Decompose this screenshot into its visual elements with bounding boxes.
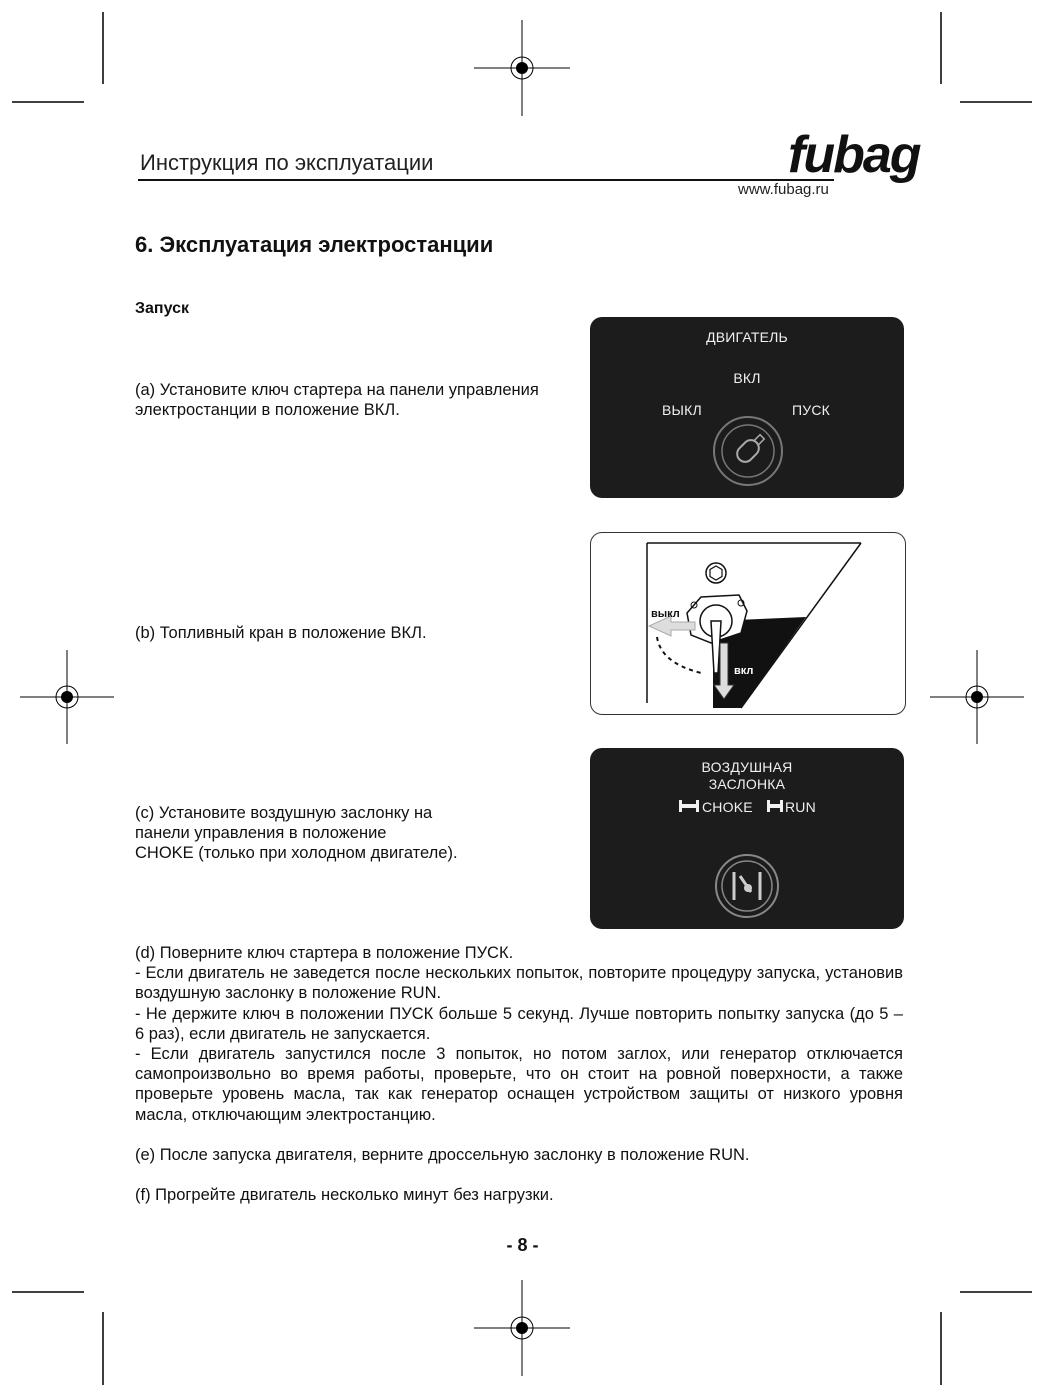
choke-panel (590, 748, 904, 929)
step-a-line: электростанции в положение ВКЛ. (135, 401, 400, 419)
engine-switch-panel (590, 317, 904, 498)
step-a-text (135, 380, 539, 420)
choke-title-line1: ВОЗДУШНАЯ (701, 759, 793, 775)
section-title: 6. Эксплуатация электростанции (135, 232, 494, 257)
choke-symbol-icon (678, 798, 702, 814)
header-rule (138, 179, 834, 181)
step-d-note: - Не держите ключ в положении ПУСК больше 5 секунд. Лучше повторить попытку запуска (до 5 – 6 раз), если двигатель не запускается. (135, 1004, 903, 1043)
step-a-line: (a) Установите ключ стартера на панели управления (135, 381, 539, 399)
website-url: www.fubag.ru (738, 181, 829, 198)
engine-off-label: ВЫКЛ (662, 402, 702, 418)
step-d-text: (d) Поверните ключ стартера в положение ПУСК. (135, 944, 514, 962)
step-c-line: панели управления в положение (135, 824, 387, 842)
steps-body (135, 943, 903, 1205)
engine-on-label: ВКЛ (733, 370, 761, 386)
step-d-note: - Если двигатель запустился после 3 попыток, но потом заглох, или генератор отключается самопроизвольно во время работы, проверьте, что он стоит на ровной поверхности, а также проверьте уровень масла, так как генератор оснащен устройством защиты от низкого уровня масла, отключающим электростанцию. (135, 1045, 903, 1124)
logo-wordmark: fubag (788, 126, 920, 184)
step-c-line: CHOKE (только при холодном двигателе). (135, 844, 458, 862)
engine-start-label: ПУСК (792, 402, 831, 418)
step-c-text (135, 803, 458, 863)
step-e-text: (e) После запуска двигателя, верните дроссельную заслонку в положение RUN. (135, 1145, 750, 1164)
choke-title-line2: ЗАСЛОНКА (708, 776, 786, 792)
subsection-title: Запуск (135, 300, 189, 317)
step-f-text: (f) Прогрейте двигатель несколько минут без нагрузки. (135, 1186, 554, 1205)
step-b-text: (b) Топливный кран в положение ВКЛ. (135, 624, 427, 642)
fuel-on-label: вкл (734, 665, 754, 677)
step-c-line: (c) Установите воздушную заслонку на (135, 804, 433, 822)
page-number: - 8 - (506, 1235, 539, 1255)
step-d-note: - Если двигатель не заведется после нескольких попыток, повторите процедуру запуска, установив воздушную заслонку в положение RUN. (135, 964, 903, 1003)
choke-lever-icon (713, 852, 781, 920)
fuel-off-label: выкл (651, 608, 680, 620)
run-label: RUN (785, 799, 816, 815)
choke-label: CHOKE (702, 799, 753, 815)
fubag-logo (786, 120, 920, 190)
engine-panel-title: ДВИГАТЕЛЬ (706, 329, 788, 345)
run-symbol-icon (766, 798, 784, 814)
fuel-valve-diagram (590, 532, 906, 715)
header-title: Инструкция по эксплуатации (140, 150, 434, 175)
ignition-key-icon (710, 413, 786, 489)
